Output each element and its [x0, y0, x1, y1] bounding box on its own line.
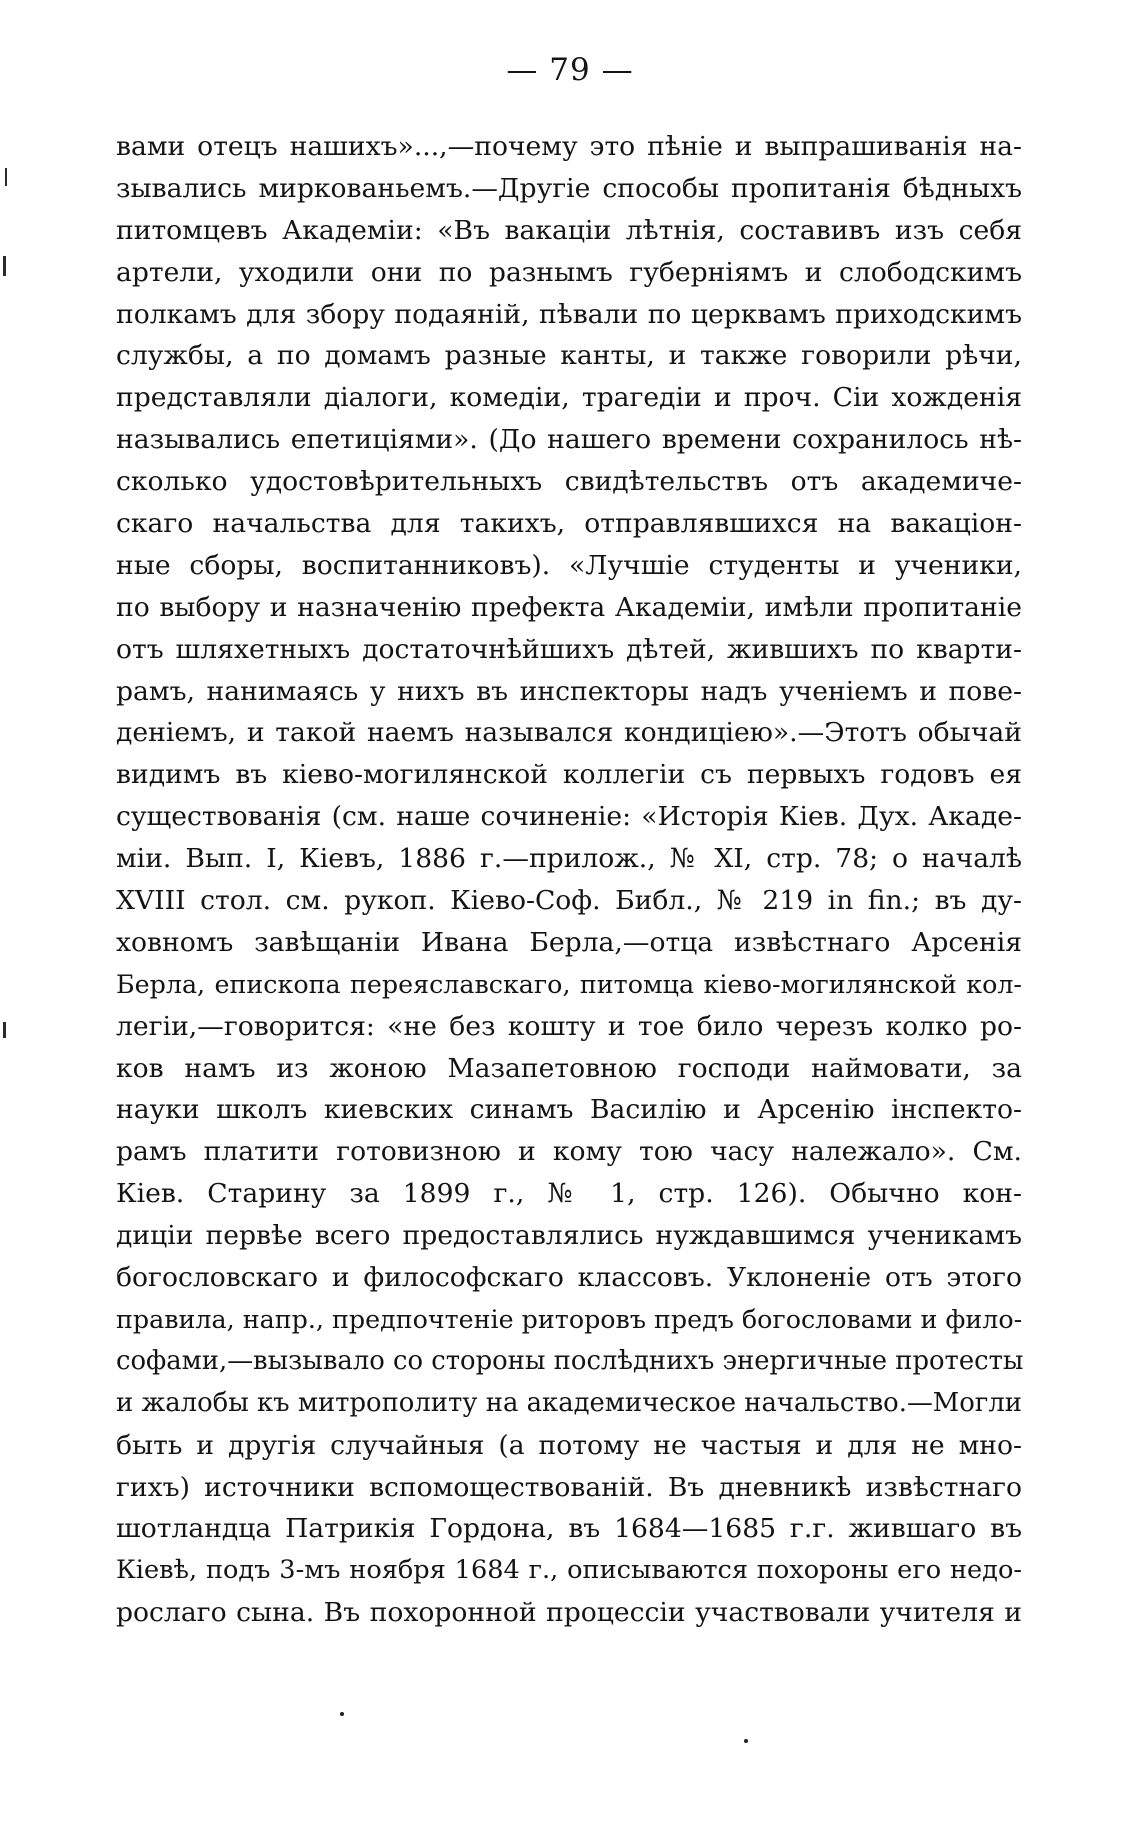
- text-line: шотландца Патрикія Гордона, въ 1684—1685 г.г. жившаго въ: [116, 1513, 1022, 1545]
- text-line: софами,—вызывало со стороны послѣднихъ энергичные протесты: [116, 1345, 1024, 1376]
- text-line: артели, уходили они по разнымъ губерніямъ и слободскимъ: [116, 256, 1022, 288]
- text-line: деніемъ, и такой наемъ назывался кондиціею».—Этотъ обычай: [116, 717, 1022, 749]
- page-number: — 79 —: [506, 52, 634, 88]
- text-line: сколько удостовѣрительныхъ свидѣтельствъ отъ академиче-: [116, 466, 1022, 498]
- text-line: Кіев. Старину за 1899 г., № 1, стр. 126). Обычно кон-: [116, 1178, 1022, 1210]
- text-line: скаго начальства для такихъ, отправлявшихся на вакаціон-: [116, 508, 1022, 540]
- text-line: видимъ въ кіево-могилянской коллегіи съ первыхъ годовъ ея: [116, 759, 1022, 791]
- speck: [744, 1739, 748, 1743]
- text-line: науки школъ киевских синамъ Василію и Арсенію інспекто-: [116, 1094, 1022, 1126]
- text-line: гихъ) источники вспомоществованій. Въ дневникѣ извѣстнаго: [116, 1471, 1022, 1503]
- margin-mark: [3, 256, 6, 276]
- text-line: міи. Вып. I, Кіевъ, 1886 г.—прилож., № XI, стр. 78; о началѣ: [116, 843, 1022, 875]
- text-line: диціи первѣе всего предоставлялись нуждавшимся ученикамъ: [116, 1220, 1022, 1252]
- text-line: рамъ платити готовизною и кому тою часу належало». См.: [116, 1136, 1022, 1168]
- text-line: Кіевѣ, подъ 3-мъ ноября 1684 г., описываются похороны его недо-: [116, 1555, 1022, 1586]
- text-line: ховномъ завѣщаніи Ивана Берла,—отца извѣстнаго Арсенія: [116, 926, 1022, 958]
- text-line: вами отецъ нашихъ»...,—почему это пѣніе и выпрашиванія на-: [116, 131, 1022, 162]
- text-line: представляли діалоги, комедіи, трагедіи и проч. Сіи хожденія: [116, 382, 1022, 414]
- text-line: ные сборы, воспитанниковъ). «Лучшіе студенты и ученики,: [116, 549, 1022, 581]
- text-line: полкамъ для збору подаяній, пѣвали по церквамъ приходскимъ: [116, 298, 1022, 330]
- text-line: и жалобы къ митрополиту на академическое начальство.—Могли: [116, 1387, 1022, 1418]
- text-line: рослаго сына. Въ похоронной процессіи участвовали учителя и: [116, 1597, 1022, 1629]
- margin-mark: [5, 168, 7, 186]
- text-line: назывались епетиціями». (До нашего времени сохранилось нѣ-: [116, 424, 1022, 456]
- body-text: [116, 126, 1022, 1634]
- text-line: по выбору и назначенію префекта Академіи, имѣли пропитаніе: [116, 591, 1022, 623]
- text-line: рамъ, нанимаясь у нихъ въ инспекторы надъ ученіемъ и пове-: [116, 675, 1022, 707]
- text-line: Берла, епископа переяславскаго, питомца кіево-могилянской кол-: [116, 968, 1022, 999]
- speck: [340, 1712, 344, 1716]
- text-line: правила, напр., предпочтеніе риторовъ предъ богословами и фило-: [116, 1303, 1023, 1334]
- text-line: богословскаго и философскаго классовъ. Уклоненіе отъ этого: [116, 1262, 1022, 1294]
- text-line: XVIII стол. см. рукоп. Кіево-Соф. Библ., № 219 in fin.; въ ду-: [116, 885, 1022, 917]
- text-line: отъ шляхетныхъ достаточнѣйшихъ дѣтей, жившихъ по кварти-: [116, 633, 1022, 665]
- text-line: службы, а по домамъ разные канты, и также говорили рѣчи,: [116, 340, 1022, 372]
- text-line: питомцевъ Академіи: «Въ вакаціи лѣтнія, составивъ изъ себя: [116, 214, 1022, 246]
- text-line: зывались мирковaньемъ.—Другіе способы пропитанія бѣдныхъ: [116, 172, 1022, 204]
- text-line: ков намъ из жоною Мазапетовною господи наймовати, за: [116, 1052, 1022, 1084]
- text-line: легіи,—говорится: «не без кошту и тое било черезъ колко ро-: [116, 1010, 1022, 1042]
- text-line: быть и другія случайныя (а потому не частыя и для не мно-: [116, 1429, 1022, 1461]
- text-line: существованія (см. наше сочиненіе: «Исторія Кіев. Дух. Акаде-: [116, 801, 1022, 833]
- margin-mark: [3, 1022, 6, 1038]
